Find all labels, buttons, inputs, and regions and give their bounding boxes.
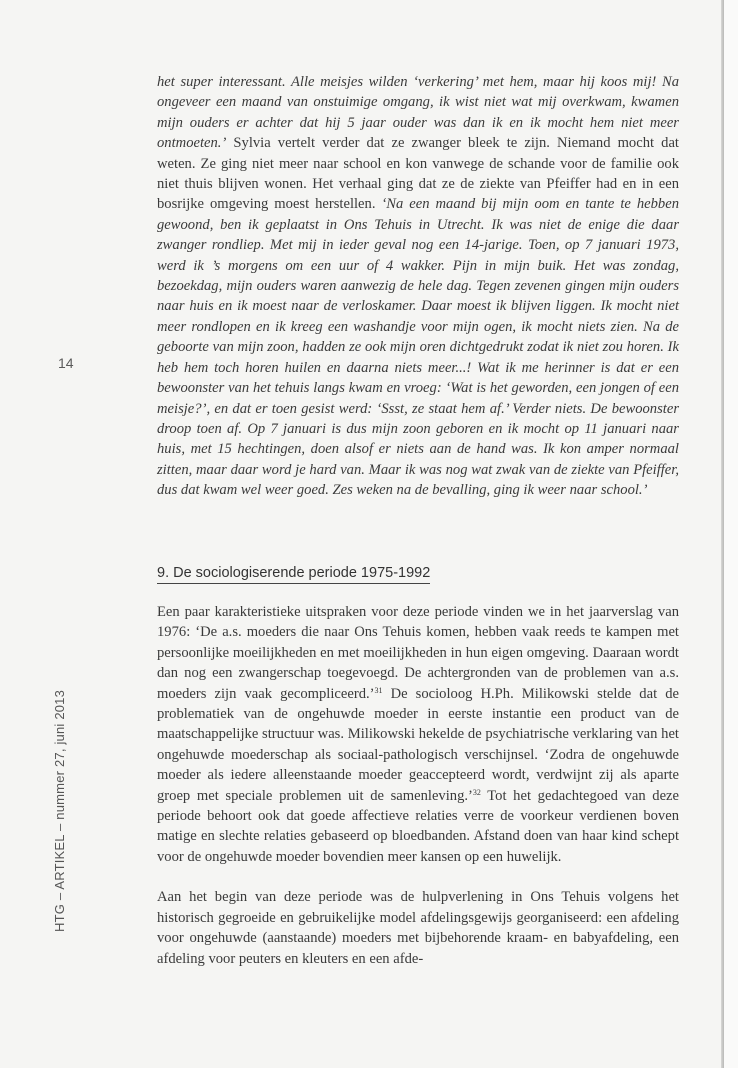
page-edge [724,0,738,1068]
page-gutter-shadow [721,0,724,1068]
paragraph-2-text-a: Een paar karakteristieke uitspraken voor deze periode vinden we in het jaarverslag van 1976: ‘De a.s. moeders die naar Ons Tehuis komen, hebben vaak reeds te kampen met persoonlijke moeilijkheden en met moeilijkheden in hun eigen omgeving. Daaraan wordt dan nog een zwangerschap toegevoegd. De achtergronden van de problemen van a.s. moeders zijn vaak gecompliceerd.’ [157,604,679,702]
section-heading: 9. De sociologiserende periode 1975-1992 [157,565,430,584]
page-number: 14 [58,355,74,371]
paragraph-2-text-c: Tot het gedachtegoed van deze periode behoort ook dat goede affectieve relaties verre de voorkeur verdienen boven matige en slechte relaties gebaseerd op bloedbanden. Afstand doen van haar kind schept voor de ongehuwde moeder bovendien meer kansen op een huwelijk. [157,787,679,865]
paragraph-2 [157,602,679,867]
footnote-ref-31: 31 [374,685,383,695]
paragraph-1 [157,72,679,501]
paragraph-3: Aan het begin van deze periode was de hulpverlening in Ons Tehuis volgens het historisch gegroeide en gebruikelijke model afdelingsgewijs georganiseerd: een afdeling voor ongehuwde (aanstaande) moeders met bijbehorende kraam- en babyafdeling, een afdeling voor peuters en kleuters en een afde- [157,889,679,967]
quote-paragraph [157,72,679,501]
quote-part-2: ‘Na een maand bij mijn oom en tante te hebben gewoond, ben ik geplaatst in Ons Tehuis in Utrecht. Ik was niet de enige die daar zwanger rondliep. Met mij in ieder geval nog een 14-jarige. Toen, op 7 januari 1973, werd ik ’s morgens om een uur of 4 wakker. Pijn in mijn buik. Het was zondag, bezoekdag, mijn ouders waren aanwezig de hele dag. Tegen zevenen gingen mijn ouders naar huis en ik moest naar de verloskamer. Daar moest ik blijven liggen. Ik mocht niet meer rondlopen en ik kreeg een washandje voor mijn ogen, ik mocht niets zien. Na de geboorte van mijn zoon, hadden ze ook mijn oren dichtgedrukt zodat ik niet zou horen. Ik heb hem toch horen huilen en daarna niets meer...! Wat ik me herinner is dat er een bewoonster van het tehuis langs kwam en vroeg: ‘Wat is het geworden, een jongen of een meisje?’, en dat er toen gesist werd: ‘Ssst, ze staat hem af.’ Verder niets. De bewoonster droop toen af. Op 7 januari is dus mijn zoon geboren en ik mocht op 11 januari naar huis, met 15 hechtingen, doen alsof er niets aan de hand was. Ik kon amper normaal zitten, maar daar word je hard van. Maar ik was nog wat zwak van de ziekte van Pfeiffer, dus dat kwam wel weer goed. Zes weken na de bevalling, ging ik weer naar school.’ [157,196,679,499]
running-head: HTG – ARTIKEL – nummer 27, juni 2013 [52,689,67,932]
section-body [157,602,679,989]
paragraph-2-text-b: De socioloog H.Ph. Milikowski stelde dat de problematiek van de ongehuwde moeder in eerste instantie een product van de maatschappelijke structuur was. Milikowski hekelde de psychiatrische verklaring van het ongehuwde moederschap als sociaal-pathologisch verschijnsel. ‘Zodra de ongehuwde moeder als iedere alleenstaande moeder geaccepteerd wordt, verdwijnt zij als aparte groep met speciale problemen uit de samenleving.’ [157,685,679,804]
narration-part: Sylvia vertelt verder dat ze zwanger bleek te zijn. Niemand mocht dat weten. Ze ging niet meer naar school en kon vanwege de schande voor de familie ook niet thuis blijven wonen. Het verhaal ging dat ze de ziekte van Pfeiffer had en in een bosrijke omgeving moest herstellen. [157,135,679,213]
quote-part-1: het super interessant. Alle meisjes wilden ‘verkering’ met hem, maar hij koos mij! Na ongeveer een maand van onstuimige omgang, ik wist niet wat mij overkwam, kwamen mijn ouders er achter dat hij 5 jaar ouder was dan ik en ik mocht hem niet meer ontmoeten.’ [157,74,679,152]
footnote-ref-32: 32 [472,787,481,797]
